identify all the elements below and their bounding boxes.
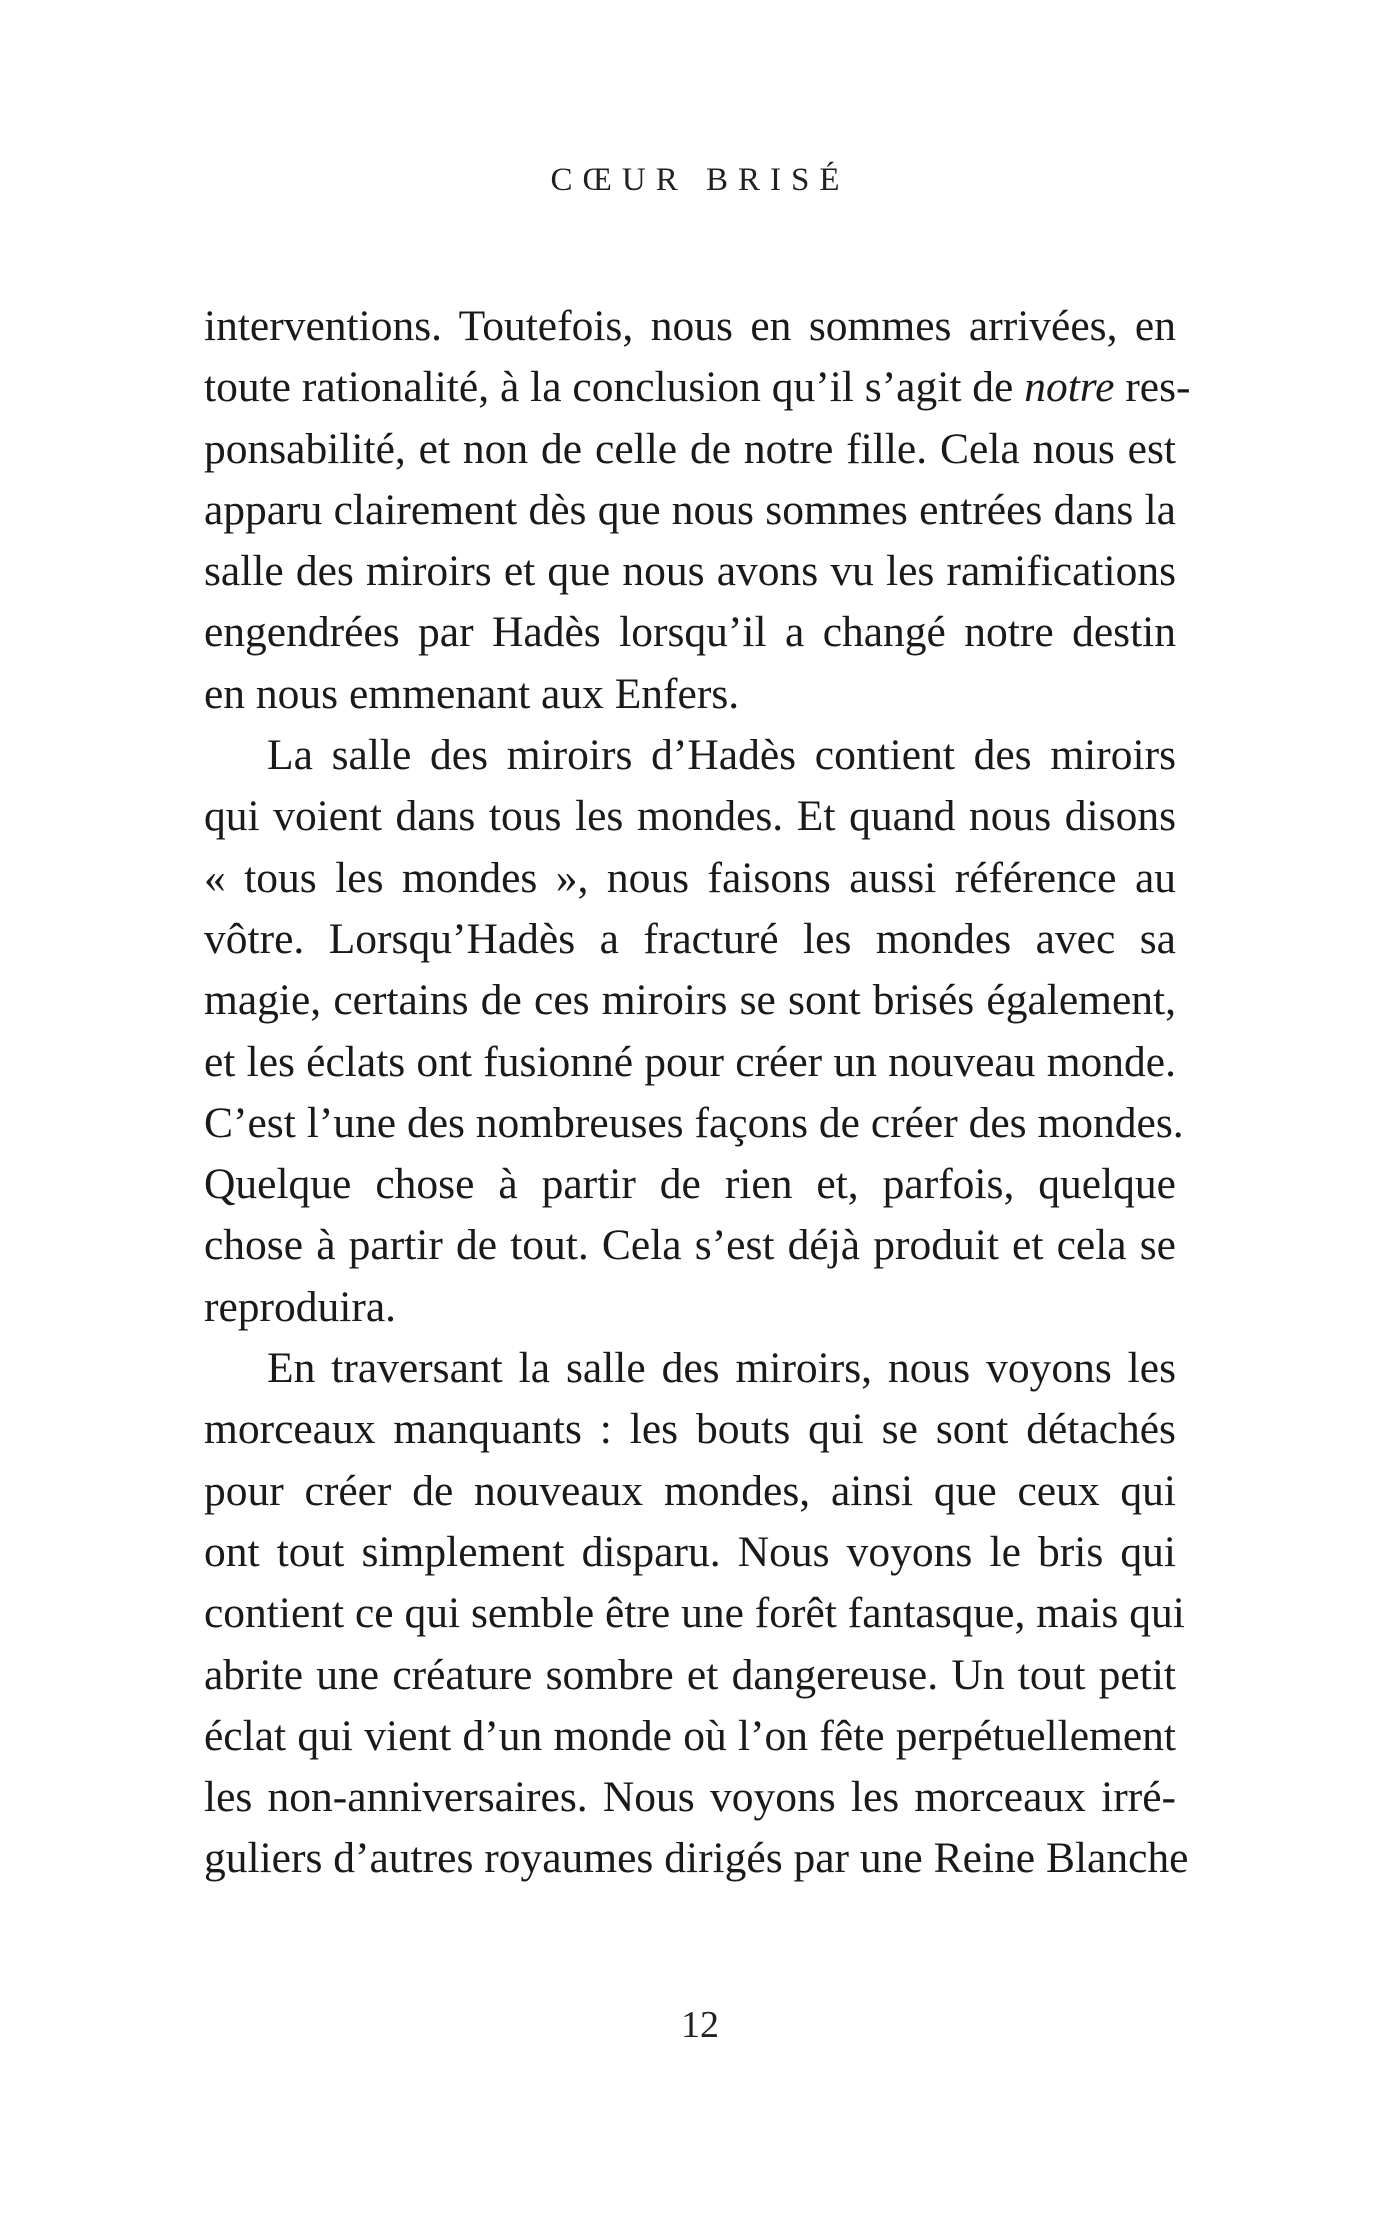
text-line: vôtre. Lorsqu’Hadès a fracturé les mondes avec sa bbox=[204, 914, 1176, 963]
text-line: guliers d’autres royaumes dirigés par une Reine Blanche bbox=[204, 1834, 1189, 1883]
text-line: qui voient dans tous les mondes. Et quand nous disons bbox=[204, 792, 1176, 841]
text-line: magie, certains de ces miroirs se sont brisés également, bbox=[204, 976, 1176, 1025]
text-line: ont tout simplement disparu. Nous voyons le bris qui bbox=[204, 1527, 1176, 1576]
text-line: abrite une créature sombre et dangereuse. Un tout petit bbox=[204, 1650, 1176, 1699]
text-line: Quelque chose à partir de rien et, parfois, quelque bbox=[204, 1160, 1176, 1209]
text-line: chose à partir de tout. Cela s’est déjà produit et cela se bbox=[204, 1221, 1176, 1270]
text-segment: toute rationalité, à la conclusion qu’il s’agit de bbox=[204, 363, 1025, 412]
text-line: apparu clairement dès que nous sommes entrées dans la bbox=[204, 485, 1176, 534]
text-line: La salle des miroirs d’Hadès contient des miroirs bbox=[267, 731, 1176, 780]
text-line: en nous emmenant aux Enfers. bbox=[204, 669, 740, 718]
text-line: engendrées par Hadès lorsqu’il a changé notre destin bbox=[204, 608, 1176, 657]
text-line: En traversant la salle des miroirs, nous voyons les bbox=[267, 1344, 1176, 1393]
text-line: et les éclats ont fusionné pour créer un nouveau monde. bbox=[204, 1037, 1176, 1086]
text-line bbox=[204, 357, 1191, 418]
text-line: « tous les mondes », nous faisons aussi référence au bbox=[204, 853, 1176, 902]
text-segment: res- bbox=[1114, 363, 1191, 412]
text-line: les non-anniversaires. Nous voyons les morceaux irré- bbox=[204, 1773, 1176, 1822]
text-line: ponsabilité, et non de celle de notre fille. Cela nous est bbox=[204, 424, 1176, 473]
text-line: salle des miroirs et que nous avons vu les ramifications bbox=[204, 547, 1176, 596]
text-line: reproduira. bbox=[204, 1282, 397, 1331]
text-line: C’est l’une des nombreuses façons de créer des mondes. bbox=[204, 1098, 1184, 1147]
text-line: interventions. Toutefois, nous en sommes arrivées, en bbox=[204, 302, 1176, 350]
body-text bbox=[204, 296, 1191, 1890]
text-line: morceaux manquants : les bouts qui se sont détachés bbox=[204, 1405, 1176, 1454]
emphasized-word: notre bbox=[1024, 363, 1115, 412]
text-line: pour créer de nouveaux mondes, ainsi que ceux qui bbox=[204, 1466, 1176, 1515]
page-number: 12 bbox=[681, 2004, 719, 2046]
text-line: éclat qui vient d’un monde où l’on fête perpétuellement bbox=[204, 1711, 1176, 1760]
text-line: contient ce qui semble être une forêt fantasque, mais qui bbox=[204, 1589, 1185, 1638]
running-head: CŒUR BRISÉ bbox=[550, 162, 850, 198]
